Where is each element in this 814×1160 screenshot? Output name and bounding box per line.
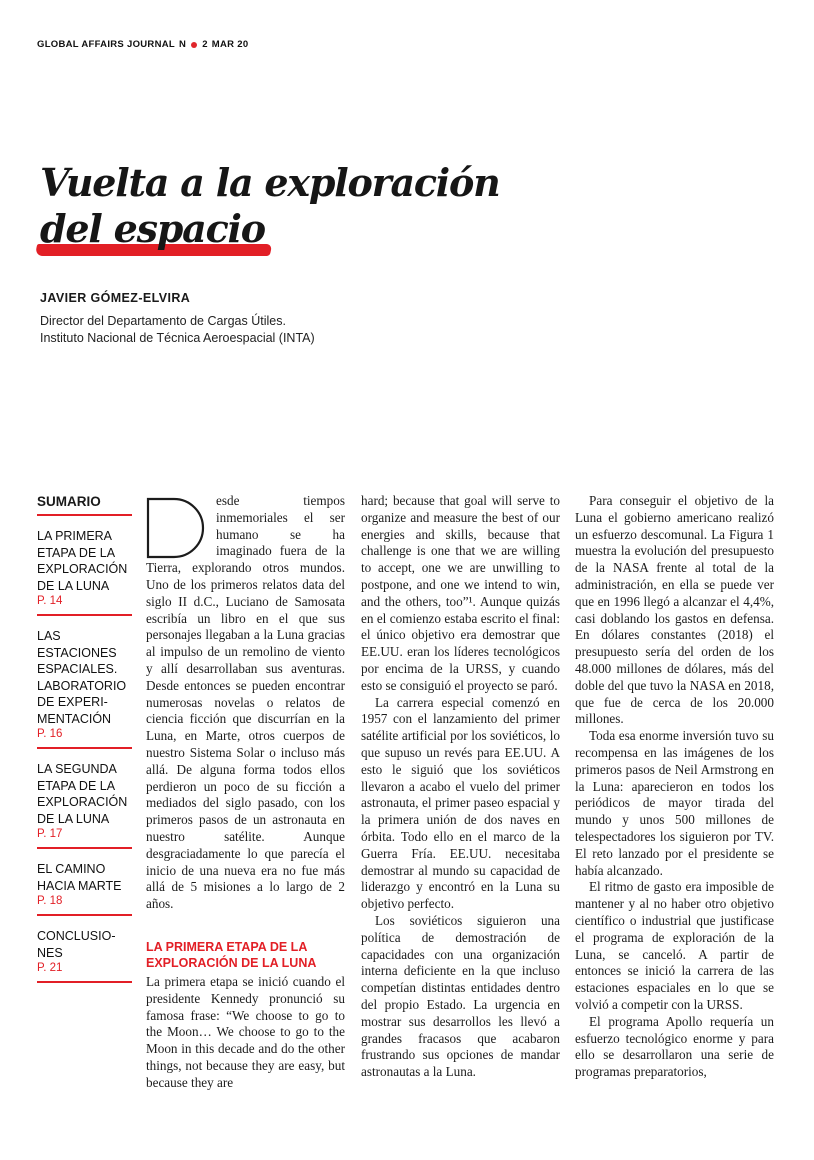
dropcap-d [146, 497, 208, 559]
svg-text:D: D [177, 537, 178, 538]
body-paragraph: El ritmo de gasto era imposible de mantener y al no haber otro objetivo científico o industrial que justificase el programa de exploración de la Luna, se canceló. A partir de entonces se inició la carrera de las estaciones espaciales en lo que se volvió a competir con la URSS. [575, 879, 774, 1012]
sumario-item[interactable] [37, 749, 132, 849]
body-column-3 [575, 493, 774, 1081]
issue-number-label: N [179, 39, 187, 50]
body-paragraph: Los soviéticos siguieron una política de demostración de capacidades con una organización interna deficiente en la que incluso competían distintas entidades dentro del propio Estado. La urgencia en mostrar sus desarrollos les llevó a grandes fracasos que acabaron frustrando sus opciones de mandar astronautas a la Luna. [361, 912, 560, 1080]
sumario-item-title: EL CAMINO HACIA MARTE [37, 862, 122, 893]
issue-date: MAR 20 [211, 39, 249, 50]
body-paragraph: hard; because that goal will serve to organize and measure the best of our energies and skills, because that challenge is one that we are willing to accept, one we are unwilling to postpone, and one we intend to win, and the others, too”¹. Aunque quizás en el comienzo estaba escrito el final: el único objetivo era demostrar que EE.UU. eran los líderes tecnológicos por encima de la URSS, y cuando esto se consiguió el proyecto se paró. [361, 493, 560, 693]
author-name: JAVIER GÓMEZ-ELVIRA [40, 291, 191, 305]
author-block [40, 290, 315, 347]
sumario-item-page: P. 17 [37, 828, 63, 840]
sumario-item-title: CONCLUSIO- NES [37, 929, 116, 960]
running-header [37, 39, 248, 50]
sumario-item[interactable] [37, 916, 132, 983]
author-role-1: Director del Departamento de Cargas Útiles. [40, 314, 286, 328]
sumario-heading: SUMARIO [37, 494, 132, 516]
body-paragraph: Toda esa enorme inversión tuvo su recompensa en las imágenes de los primeros pasos de Neil Armstrong en la Luna: aparecieron en todos los periódicos de mayor tirada del mundo y unos 500 millones de telespectadores los siguieron por TV. El reto lanzado por el presidente se había alcanzado. [575, 728, 774, 878]
article-title [40, 160, 500, 252]
body-paragraph: esde tiempos inmemoriales el ser humano se ha imaginado fuera de la Tierra, explorando otros mundos. Uno de los primeros relatos data del siglo II d.C., Luciano de Samosata escribía un libro en el que sus personajes llegaban a la Luna gracias al impulso de un remolino de viento y allí desarrollaban sus aventuras. Desde entonces se pueden encontrar numerosas novelas o relatos de ciencia ficción que discurrían en la Luna, en Marte, otros cuerpos de nuestro Sistema Solar o incluso más allá. De alguna forma todos ellos perdieron un poco de su ficción a mediados del siglo pasado, con los primeros pasos de un astronauta en nuestro satélite. Aunque desgraciadamente lo que parecía el inicio de una nueva era no fue más allá de 5 misiones a lo largo de 2 años. [146, 493, 345, 912]
sumario-item-title: LA PRIMERA ETAPA DE LA EXPLORACIÓN DE LA LUNA [37, 529, 128, 593]
sumario-item[interactable] [37, 849, 132, 916]
body-column-1 [146, 493, 345, 1092]
sumario-item[interactable] [37, 516, 132, 616]
issue-number: 2 [202, 39, 208, 50]
sumario-item-page: P. 18 [37, 895, 63, 907]
sumario-item[interactable] [37, 616, 132, 749]
body-paragraph: La primera etapa se inició cuando el presidente Kennedy pronunció su famosa frase: “We choose to go to the Moon… We choose to go to the Moon in this decade and do the other things, not because they are easy, but because they are [146, 973, 345, 1090]
title-line-2: del espacio [40, 206, 265, 251]
sumario-item-title: LA SEGUNDA ETAPA DE LA EXPLORACIÓN DE LA LUNA [37, 762, 128, 826]
section-heading: LA PRIMERA ETAPA DE LA EXPLORACIÓN DE LA LUNA [146, 939, 317, 970]
body-paragraph: Para conseguir el objetivo de la Luna el gobierno americano realizó un esfuerzo descomunal. La Figura 1 muestra la evolución del presupuesto de la NASA frente al total de la administración, en ella se puede ver que en 1996 llegó a alcanzar el 4,4%, casi doblando los gastos en defensa. En dólares constantes (2018) el presupuesto sería del orden de los 48.000 millones de dólares, más del doble del que tuvo la NASA en 2018, que fue de cerca de los 20.000 millones. [575, 493, 774, 727]
body-paragraph: La carrera especial comenzó en 1957 con el lanzamiento del primer satélite artificial por los soviéticos, lo que supuso un revés para EE.UU. A esto le siguió que los soviéticos llevaron a acabo el vuelo del primer astronauta, el primer paseo espacial y la primera unión de dos naves en órbita. Todo ello en el marco de la Guerra Fría. EE.UU. necesitaba demostrar al mundo su capacidad de liderazgo y encontró en la Luna su objetivo perfecto. [361, 694, 560, 912]
title-line-1: Vuelta a la exploración [40, 160, 500, 205]
sumario-item-page: P. 14 [37, 595, 63, 607]
sumario-sidebar [37, 494, 132, 983]
author-role-2: Instituto Nacional de Técnica Aeroespacial (INTA) [40, 331, 315, 345]
sumario-item-title: LAS ESTACIONES ESPACIALES. LABORATORIO DE EXPERI- MENTACIÓN [37, 629, 127, 726]
body-paragraph: El programa Apollo requería un esfuerzo tecnológico enorme y para ello se desarrollaron una serie de programas preparatorios, [575, 1013, 774, 1080]
body-column-2 [361, 493, 560, 1081]
sumario-item-page: P. 16 [37, 728, 63, 740]
sumario-item-page: P. 21 [37, 962, 63, 974]
journal-name: GLOBAL AFFAIRS JOURNAL [37, 39, 176, 50]
red-dot-icon [191, 42, 197, 48]
